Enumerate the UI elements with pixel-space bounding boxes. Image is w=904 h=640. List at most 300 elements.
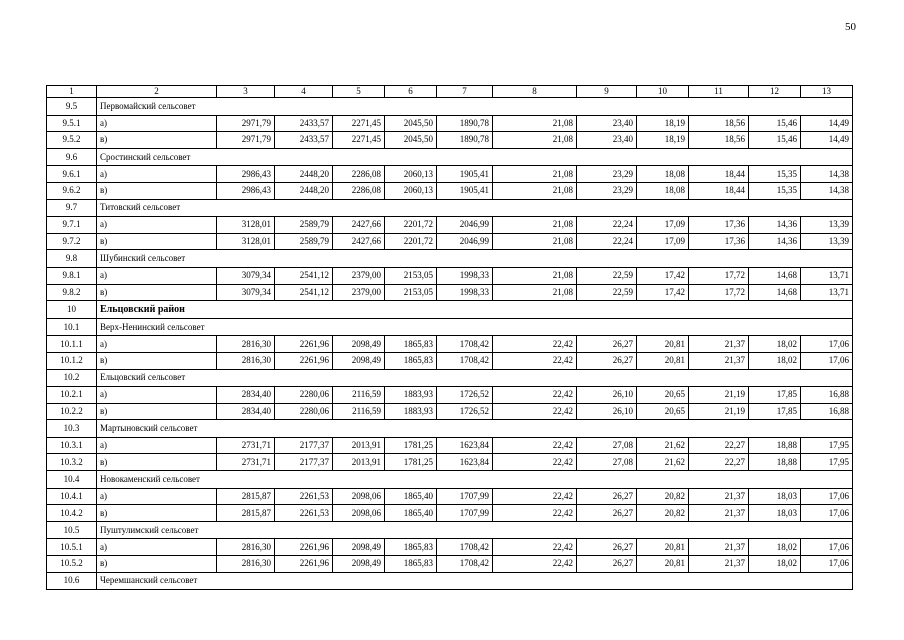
value-cell: 21,37 [689,505,749,522]
value-cell: 22,42 [493,488,577,505]
value-cell: 2280,06 [275,403,333,420]
value-cell: 3128,01 [217,217,275,234]
value-cell: 15,46 [749,115,801,132]
column-number-cell: 1 [47,86,97,98]
table-row [47,166,853,183]
value-cell: 17,95 [801,454,853,471]
table-row [47,539,853,556]
value-cell: 22,27 [689,437,749,454]
value-cell: 2286,08 [333,166,385,183]
value-cell: 18,56 [689,115,749,132]
section-row [47,471,853,489]
row-label-cell: в) [97,403,217,420]
value-cell: 20,81 [637,539,689,556]
value-cell: 20,81 [637,336,689,353]
section-code-cell: 10.6 [47,572,97,590]
value-cell: 17,09 [637,233,689,250]
column-number-cell: 10 [637,86,689,98]
column-number-cell: 7 [437,86,493,98]
value-cell: 26,10 [577,387,637,404]
value-cell: 1865,40 [385,505,437,522]
value-cell: 1905,41 [437,166,493,183]
value-cell: 2816,30 [217,556,275,573]
value-cell: 26,27 [577,539,637,556]
value-cell: 18,02 [749,539,801,556]
column-number-cell: 11 [689,86,749,98]
value-cell: 17,06 [801,488,853,505]
section-name-cell: Ельцовский район [97,301,853,319]
row-label-cell: а) [97,387,217,404]
section-name-cell: Первомайский сельсовет [97,98,853,116]
value-cell: 2433,57 [275,115,333,132]
value-cell: 16,88 [801,403,853,420]
value-cell: 22,42 [493,454,577,471]
value-cell: 14,49 [801,132,853,149]
section-code-cell: 9.5 [47,98,97,116]
value-cell: 22,42 [493,505,577,522]
section-name-cell: Сростинский сельсовет [97,148,853,166]
section-name-cell: Шубинский сельсовет [97,250,853,268]
value-cell: 1623,84 [437,437,493,454]
value-cell: 2116,59 [333,387,385,404]
row-code-cell: 9.5.1 [47,115,97,132]
value-cell: 2816,30 [217,539,275,556]
row-code-cell: 10.4.1 [47,488,97,505]
table-row [47,488,853,505]
value-cell: 22,24 [577,233,637,250]
section-name-cell: Титовский сельсовет [97,199,853,217]
row-label-cell: а) [97,336,217,353]
section-row [47,318,853,336]
value-cell: 1708,42 [437,539,493,556]
value-cell: 18,08 [637,166,689,183]
value-cell: 21,37 [689,488,749,505]
value-cell: 17,36 [689,217,749,234]
row-label-cell: а) [97,166,217,183]
value-cell: 1865,83 [385,556,437,573]
row-label-cell: в) [97,284,217,301]
row-code-cell: 10.5.2 [47,556,97,573]
value-cell: 1623,84 [437,454,493,471]
section-code-cell: 10.2 [47,369,97,387]
value-cell: 1883,93 [385,403,437,420]
value-cell: 2177,37 [275,437,333,454]
value-cell: 2177,37 [275,454,333,471]
value-cell: 2261,96 [275,352,333,369]
section-code-cell: 9.8 [47,250,97,268]
value-cell: 2433,57 [275,132,333,149]
row-code-cell: 9.7.2 [47,233,97,250]
value-cell: 2280,06 [275,387,333,404]
value-cell: 2201,72 [385,233,437,250]
value-cell: 22,42 [493,387,577,404]
value-cell: 2379,00 [333,284,385,301]
value-cell: 2201,72 [385,217,437,234]
column-number-cell: 2 [97,86,217,98]
value-cell: 22,42 [493,352,577,369]
value-cell: 2971,79 [217,132,275,149]
value-cell: 26,27 [577,556,637,573]
value-cell: 21,08 [493,217,577,234]
value-cell: 27,08 [577,454,637,471]
value-cell: 17,09 [637,217,689,234]
value-cell: 2098,49 [333,352,385,369]
value-cell: 17,85 [749,403,801,420]
value-cell: 17,42 [637,284,689,301]
value-cell: 2271,45 [333,115,385,132]
section-row [47,250,853,268]
value-cell: 21,08 [493,166,577,183]
value-cell: 14,68 [749,267,801,284]
row-label-cell: в) [97,233,217,250]
value-cell: 18,88 [749,454,801,471]
column-number-cell: 9 [577,86,637,98]
row-label-cell: в) [97,556,217,573]
value-cell: 1998,33 [437,284,493,301]
value-cell: 2427,66 [333,233,385,250]
value-cell: 2060,13 [385,182,437,199]
table-row [47,336,853,353]
column-number-cell: 8 [493,86,577,98]
column-number-cell: 4 [275,86,333,98]
value-cell: 2541,12 [275,267,333,284]
value-cell: 2098,49 [333,539,385,556]
value-cell: 21,62 [637,454,689,471]
value-cell: 17,42 [637,267,689,284]
value-cell: 3079,34 [217,284,275,301]
row-code-cell: 9.5.2 [47,132,97,149]
row-code-cell: 9.8.1 [47,267,97,284]
value-cell: 2261,96 [275,556,333,573]
row-code-cell: 10.1.2 [47,352,97,369]
value-cell: 21,19 [689,387,749,404]
value-cell: 17,06 [801,539,853,556]
value-cell: 16,88 [801,387,853,404]
value-cell: 2816,30 [217,352,275,369]
value-cell: 2448,20 [275,166,333,183]
table-row [47,267,853,284]
row-label-cell: в) [97,352,217,369]
value-cell: 20,82 [637,488,689,505]
value-cell: 2261,53 [275,505,333,522]
value-cell: 2098,06 [333,505,385,522]
column-number-row [47,86,853,98]
page-number: 50 [845,21,856,33]
table-row [47,387,853,404]
value-cell: 1865,40 [385,488,437,505]
value-cell: 22,59 [577,267,637,284]
section-code-cell: 9.7 [47,199,97,217]
value-cell: 2816,30 [217,336,275,353]
value-cell: 21,37 [689,539,749,556]
section-name-cell: Новокаменский сельсовет [97,471,853,489]
section-row [47,369,853,387]
section-row [47,98,853,116]
value-cell: 2815,87 [217,505,275,522]
value-cell: 14,36 [749,217,801,234]
value-cell: 2013,91 [333,454,385,471]
value-cell: 17,85 [749,387,801,404]
value-cell: 15,35 [749,166,801,183]
row-code-cell: 10.3.1 [47,437,97,454]
table-row [47,556,853,573]
value-cell: 1708,42 [437,352,493,369]
table-row [47,182,853,199]
row-label-cell: а) [97,267,217,284]
value-cell: 2589,79 [275,233,333,250]
value-cell: 1865,83 [385,336,437,353]
value-cell: 17,36 [689,233,749,250]
value-cell: 20,65 [637,403,689,420]
value-cell: 17,06 [801,505,853,522]
value-cell: 21,08 [493,267,577,284]
value-cell: 18,02 [749,352,801,369]
value-cell: 2815,87 [217,488,275,505]
value-cell: 23,40 [577,132,637,149]
value-cell: 2589,79 [275,217,333,234]
section-row [47,420,853,438]
value-cell: 20,81 [637,556,689,573]
section-row [47,148,853,166]
value-cell: 2153,05 [385,284,437,301]
row-label-cell: в) [97,505,217,522]
value-cell: 13,39 [801,233,853,250]
section-name-cell: Пуштулимский сельсовет [97,521,853,539]
value-cell: 2971,79 [217,115,275,132]
section-name-cell: Ельцовский сельсовет [97,369,853,387]
table-body [47,86,853,590]
column-number-cell: 12 [749,86,801,98]
table-row [47,505,853,522]
value-cell: 2098,49 [333,556,385,573]
column-number-cell: 3 [217,86,275,98]
section-row [47,521,853,539]
table-row [47,115,853,132]
value-cell: 22,27 [689,454,749,471]
value-cell: 15,35 [749,182,801,199]
section-code-cell: 10 [47,301,97,319]
value-cell: 17,06 [801,556,853,573]
value-cell: 23,40 [577,115,637,132]
value-cell: 1781,25 [385,454,437,471]
row-code-cell: 9.6.1 [47,166,97,183]
value-cell: 26,27 [577,352,637,369]
row-label-cell: а) [97,115,217,132]
value-cell: 1865,83 [385,539,437,556]
value-cell: 2261,96 [275,336,333,353]
value-cell: 2153,05 [385,267,437,284]
table-row [47,132,853,149]
value-cell: 1905,41 [437,182,493,199]
value-cell: 18,56 [689,132,749,149]
value-cell: 1707,99 [437,488,493,505]
value-cell: 17,72 [689,284,749,301]
value-cell: 22,24 [577,217,637,234]
row-code-cell: 10.3.2 [47,454,97,471]
value-cell: 18,03 [749,488,801,505]
section-code-cell: 9.6 [47,148,97,166]
value-cell: 27,08 [577,437,637,454]
row-label-cell: в) [97,182,217,199]
value-cell: 22,42 [493,539,577,556]
value-cell: 21,37 [689,556,749,573]
value-cell: 2046,99 [437,217,493,234]
row-label-cell: в) [97,132,217,149]
value-cell: 2060,13 [385,166,437,183]
value-cell: 17,06 [801,352,853,369]
value-cell: 2986,43 [217,166,275,183]
value-cell: 2731,71 [217,437,275,454]
row-label-cell: а) [97,539,217,556]
column-number-cell: 5 [333,86,385,98]
table-row [47,437,853,454]
value-cell: 13,39 [801,217,853,234]
value-cell: 2098,49 [333,336,385,353]
section-row [47,199,853,217]
table-row [47,454,853,471]
section-code-cell: 10.1 [47,318,97,336]
value-cell: 20,65 [637,387,689,404]
value-cell: 1890,78 [437,115,493,132]
value-cell: 2286,08 [333,182,385,199]
row-code-cell: 10.2.2 [47,403,97,420]
value-cell: 21,37 [689,336,749,353]
row-code-cell: 9.6.2 [47,182,97,199]
tariff-table [46,85,853,590]
section-name-cell: Черемшанский сельсовет [97,572,853,590]
value-cell: 18,02 [749,336,801,353]
value-cell: 21,37 [689,352,749,369]
table-row [47,233,853,250]
value-cell: 2098,06 [333,488,385,505]
table-row [47,284,853,301]
value-cell: 20,81 [637,352,689,369]
row-label-cell: а) [97,437,217,454]
value-cell: 14,38 [801,166,853,183]
value-cell: 26,27 [577,505,637,522]
section-name-cell: Мартыновский сельсовет [97,420,853,438]
value-cell: 22,59 [577,284,637,301]
row-code-cell: 10.2.1 [47,387,97,404]
value-cell: 1865,83 [385,352,437,369]
value-cell: 14,36 [749,233,801,250]
value-cell: 14,49 [801,115,853,132]
table-row [47,217,853,234]
value-cell: 21,19 [689,403,749,420]
row-code-cell: 10.1.1 [47,336,97,353]
value-cell: 13,71 [801,284,853,301]
value-cell: 2261,96 [275,539,333,556]
value-cell: 21,08 [493,132,577,149]
value-cell: 2116,59 [333,403,385,420]
value-cell: 2045,50 [385,115,437,132]
value-cell: 23,29 [577,182,637,199]
value-cell: 2834,40 [217,387,275,404]
value-cell: 2013,91 [333,437,385,454]
row-label-cell: а) [97,488,217,505]
section-code-cell: 10.3 [47,420,97,438]
value-cell: 3079,34 [217,267,275,284]
table-row [47,352,853,369]
value-cell: 22,42 [493,403,577,420]
value-cell: 18,08 [637,182,689,199]
row-code-cell: 9.7.1 [47,217,97,234]
value-cell: 14,38 [801,182,853,199]
value-cell: 26,27 [577,336,637,353]
column-number-cell: 13 [801,86,853,98]
row-code-cell: 10.5.1 [47,539,97,556]
row-code-cell: 10.4.2 [47,505,97,522]
value-cell: 26,27 [577,488,637,505]
value-cell: 1707,99 [437,505,493,522]
value-cell: 2045,50 [385,132,437,149]
value-cell: 2046,99 [437,233,493,250]
section-name-cell: Верх-Ненинский сельсовет [97,318,853,336]
value-cell: 2834,40 [217,403,275,420]
value-cell: 1883,93 [385,387,437,404]
value-cell: 18,88 [749,437,801,454]
column-number-cell: 6 [385,86,437,98]
value-cell: 17,06 [801,336,853,353]
value-cell: 20,82 [637,505,689,522]
value-cell: 1998,33 [437,267,493,284]
value-cell: 2986,43 [217,182,275,199]
value-cell: 2379,00 [333,267,385,284]
value-cell: 18,02 [749,556,801,573]
value-cell: 1890,78 [437,132,493,149]
value-cell: 21,08 [493,115,577,132]
value-cell: 13,71 [801,267,853,284]
value-cell: 2448,20 [275,182,333,199]
table-row [47,403,853,420]
row-label-cell: в) [97,454,217,471]
value-cell: 15,46 [749,132,801,149]
value-cell: 1781,25 [385,437,437,454]
value-cell: 26,10 [577,403,637,420]
value-cell: 21,08 [493,233,577,250]
value-cell: 18,19 [637,132,689,149]
value-cell: 1708,42 [437,336,493,353]
value-cell: 22,42 [493,556,577,573]
value-cell: 18,44 [689,166,749,183]
value-cell: 17,95 [801,437,853,454]
value-cell: 18,19 [637,115,689,132]
value-cell: 2271,45 [333,132,385,149]
value-cell: 21,08 [493,284,577,301]
value-cell: 14,68 [749,284,801,301]
value-cell: 3128,01 [217,233,275,250]
value-cell: 21,08 [493,182,577,199]
row-label-cell: а) [97,217,217,234]
value-cell: 2261,53 [275,488,333,505]
value-cell: 17,72 [689,267,749,284]
value-cell: 2427,66 [333,217,385,234]
value-cell: 2541,12 [275,284,333,301]
section-row [47,572,853,590]
section-code-cell: 10.5 [47,521,97,539]
value-cell: 2731,71 [217,454,275,471]
value-cell: 22,42 [493,437,577,454]
value-cell: 18,03 [749,505,801,522]
section-code-cell: 10.4 [47,471,97,489]
value-cell: 1726,52 [437,387,493,404]
value-cell: 22,42 [493,336,577,353]
value-cell: 18,44 [689,182,749,199]
value-cell: 1726,52 [437,403,493,420]
row-code-cell: 9.8.2 [47,284,97,301]
value-cell: 1708,42 [437,556,493,573]
district-row [47,301,853,319]
